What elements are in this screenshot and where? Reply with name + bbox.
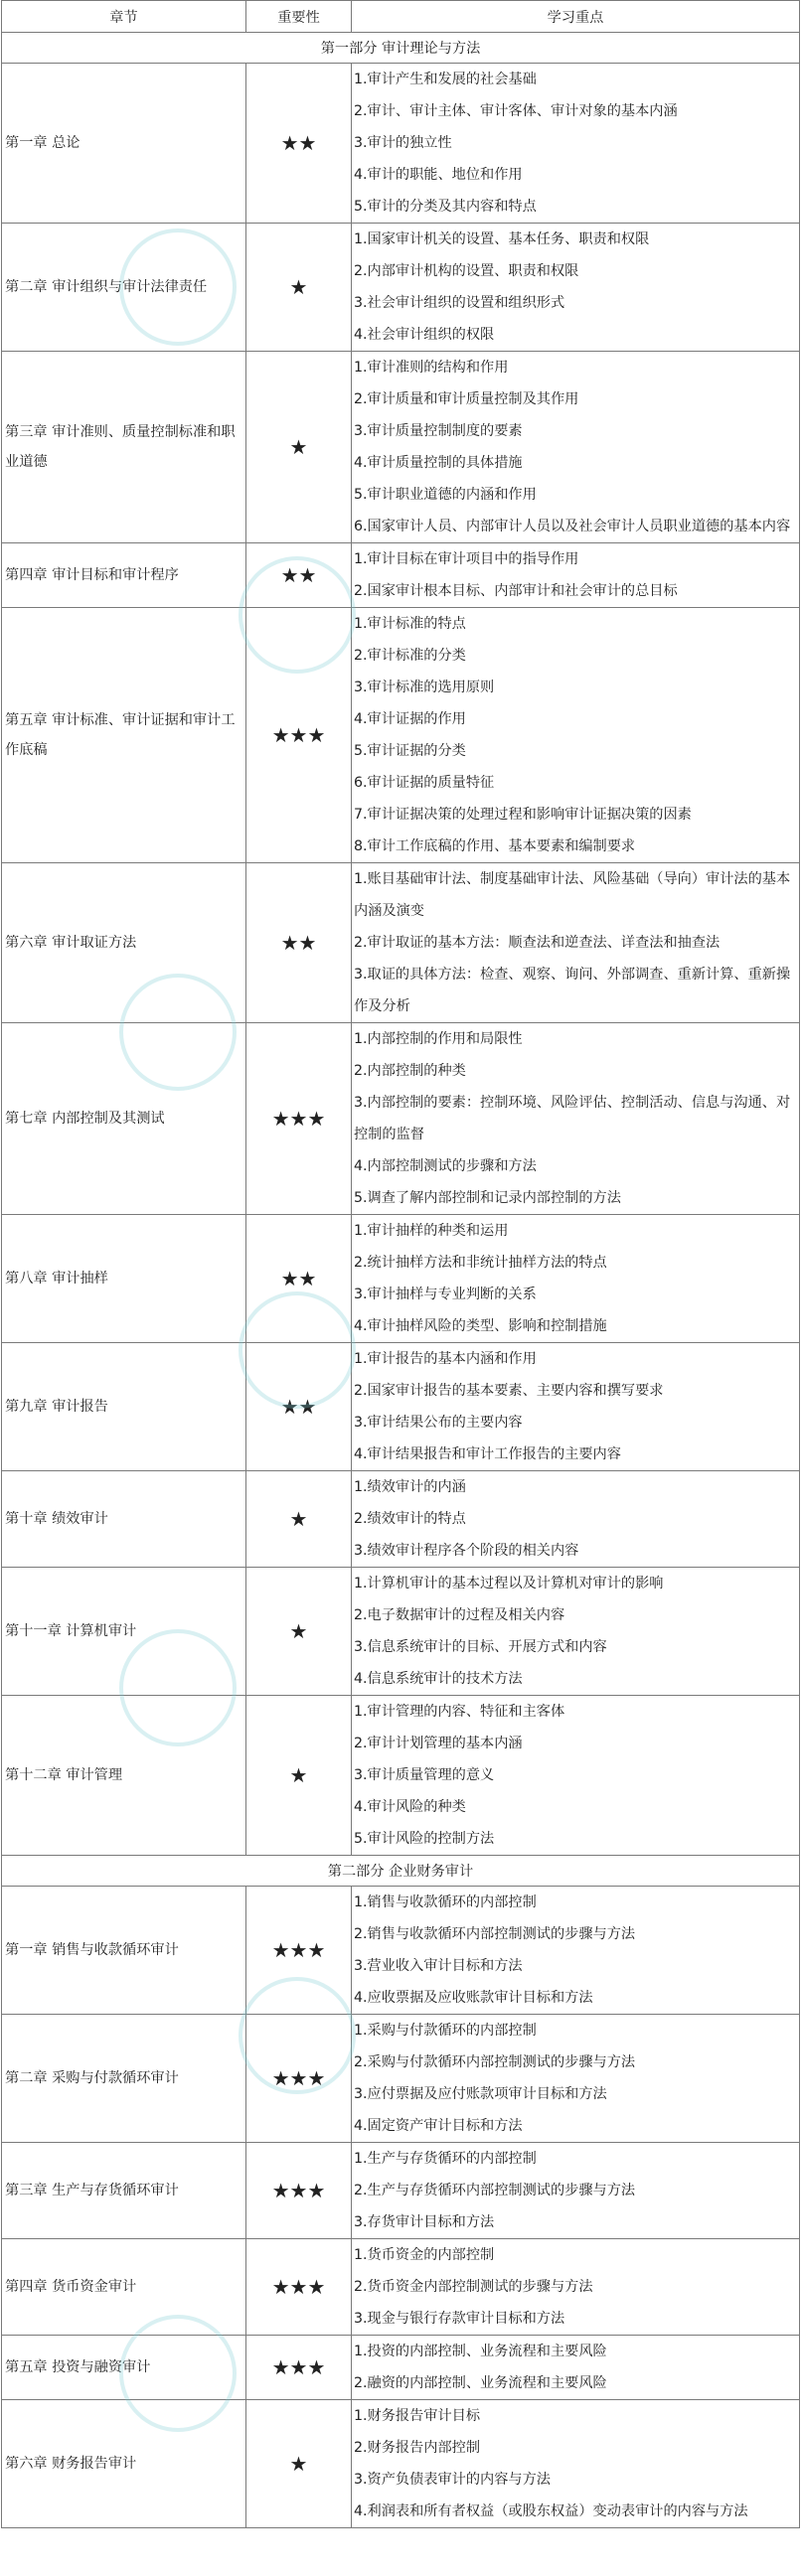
study-point: 2.审计计划管理的基本内涵 <box>354 1736 523 1751</box>
table-row <box>2 64 800 224</box>
study-point: 8.审计工作底稿的作用、基本要素和编制要求 <box>354 838 636 854</box>
importance-stars: ★ <box>246 224 352 352</box>
study-point: 4.审计的职能、地位和作用 <box>354 167 523 183</box>
importance-stars: ★ <box>246 2400 352 2528</box>
table-row <box>2 2239 800 2336</box>
study-point: 2.审计标准的分类 <box>354 648 466 664</box>
study-point: 3.现金与银行存款审计目标和方法 <box>354 2311 565 2327</box>
study-point: 3.取证的具体方法：检查、观察、询问、外部调查、重新计算、重新操作及分析 <box>354 967 791 1014</box>
points-cell <box>352 1023 800 1215</box>
chapter-cell: 第一章 销售与收款循环审计 <box>2 1887 246 2015</box>
study-point: 1.审计准则的结构和作用 <box>354 360 509 376</box>
study-point: 4.审计风险的种类 <box>354 1799 466 1815</box>
table-row <box>2 2015 800 2143</box>
study-point: 4.审计抽样风险的类型、影响和控制措施 <box>354 1318 607 1334</box>
table-row <box>2 1343 800 1471</box>
study-point: 3.审计结果公布的主要内容 <box>354 1415 523 1431</box>
study-point: 5.审计证据的分类 <box>354 743 466 759</box>
importance-stars: ★★★ <box>246 1023 352 1215</box>
importance-stars: ★★★ <box>246 2143 352 2239</box>
chapter-cell: 第四章 审计目标和审计程序 <box>2 543 246 608</box>
study-point: 2.采购与付款循环内部控制测试的步骤与方法 <box>354 2054 636 2070</box>
study-point: 4.应收票据及应收账款审计目标和方法 <box>354 1990 593 2006</box>
importance-stars: ★ <box>246 1471 352 1568</box>
study-point: 2.审计质量和审计质量控制及其作用 <box>354 391 579 407</box>
chapter-cell: 第十一章 计算机审计 <box>2 1568 246 1696</box>
points-cell <box>352 2239 800 2336</box>
study-point: 3.应付票据及应付账款项审计目标和方法 <box>354 2086 607 2102</box>
part-title: 第二部分 企业财务审计 <box>2 1856 800 1887</box>
table-row <box>2 1568 800 1696</box>
importance-stars: ★★★ <box>246 608 352 863</box>
study-point: 1.审计产生和发展的社会基础 <box>354 72 537 87</box>
importance-stars: ★★★ <box>246 1887 352 2015</box>
table-row <box>2 2336 800 2400</box>
study-point: 1.审计报告的基本内涵和作用 <box>354 1351 537 1367</box>
importance-stars: ★★ <box>246 1343 352 1471</box>
study-point: 2.财务报告内部控制 <box>354 2440 481 2456</box>
table-row <box>2 2400 800 2528</box>
importance-stars: ★★★ <box>246 2336 352 2400</box>
study-point: 3.审计抽样与专业判断的关系 <box>354 1287 537 1302</box>
study-point: 3.存货审计目标和方法 <box>354 2214 495 2230</box>
study-point: 3.审计的独立性 <box>354 135 452 151</box>
study-point: 3.审计质量控制制度的要素 <box>354 423 523 439</box>
study-point: 2.审计、审计主体、审计客体、审计对象的基本内涵 <box>354 103 678 119</box>
chapter-cell: 第三章 生产与存货循环审计 <box>2 2143 246 2239</box>
part-header-row <box>2 33 800 64</box>
study-point: 5.调查了解内部控制和记录内部控制的方法 <box>354 1190 621 1206</box>
study-point: 3.信息系统审计的目标、开展方式和内容 <box>354 1639 607 1655</box>
study-point: 4.信息系统审计的技术方法 <box>354 1671 523 1687</box>
study-point: 4.固定资产审计目标和方法 <box>354 2118 523 2134</box>
study-point: 4.审计证据的作用 <box>354 711 466 727</box>
chapter-cell: 第七章 内部控制及其测试 <box>2 1023 246 1215</box>
chapter-cell: 第一章 总论 <box>2 64 246 224</box>
points-cell <box>352 1568 800 1696</box>
table-row <box>2 2143 800 2239</box>
points-cell <box>352 1215 800 1343</box>
points-cell <box>352 224 800 352</box>
table-row <box>2 1696 800 1856</box>
study-point: 2.融资的内部控制、业务流程和主要风险 <box>354 2375 607 2391</box>
header-importance: 重要性 <box>246 1 352 33</box>
chapter-cell: 第五章 投资与融资审计 <box>2 2336 246 2400</box>
study-point: 1.财务报告审计目标 <box>354 2408 481 2424</box>
points-cell <box>352 2400 800 2528</box>
study-point: 7.审计证据决策的处理过程和影响审计证据决策的因素 <box>354 807 692 823</box>
importance-stars: ★ <box>246 1696 352 1856</box>
table-row <box>2 1215 800 1343</box>
points-cell <box>352 352 800 543</box>
chapter-cell: 第四章 货币资金审计 <box>2 2239 246 2336</box>
points-cell <box>352 1471 800 1568</box>
study-point: 4.内部控制测试的步骤和方法 <box>354 1158 537 1174</box>
study-point: 5.审计职业道德的内涵和作用 <box>354 487 537 503</box>
chapter-cell: 第六章 财务报告审计 <box>2 2400 246 2528</box>
study-point: 1.审计目标在审计项目中的指导作用 <box>354 551 579 567</box>
points-cell <box>352 64 800 224</box>
study-point: 3.内部控制的要素：控制环境、风险评估、控制活动、信息与沟通、对控制的监督 <box>354 1095 791 1142</box>
table-row <box>2 1023 800 1215</box>
study-point: 1.国家审计机关的设置、基本任务、职责和权限 <box>354 231 650 247</box>
study-point: 1.绩效审计的内涵 <box>354 1479 466 1495</box>
chapter-cell: 第二章 审计组织与审计法律责任 <box>2 224 246 352</box>
study-point: 3.资产负债表审计的内容与方法 <box>354 2472 551 2488</box>
points-cell <box>352 2143 800 2239</box>
table-body <box>2 33 800 2528</box>
study-point: 6.国家审计人员、内部审计人员以及社会审计人员职业道德的基本内容 <box>354 519 791 534</box>
study-point: 3.社会审计组织的设置和组织形式 <box>354 295 565 311</box>
study-point: 2.国家审计报告的基本要素、主要内容和撰写要求 <box>354 1383 664 1399</box>
study-point: 2.统计抽样方法和非统计抽样方法的特点 <box>354 1255 607 1271</box>
header-row <box>2 1 800 33</box>
table-row <box>2 224 800 352</box>
points-cell <box>352 2015 800 2143</box>
study-point: 4.社会审计组织的权限 <box>354 327 495 343</box>
importance-stars: ★★★ <box>246 2239 352 2336</box>
study-point: 2.审计取证的基本方法：顺查法和逆查法、详查法和抽查法 <box>354 935 721 951</box>
points-cell <box>352 2336 800 2400</box>
chapter-cell: 第六章 审计取证方法 <box>2 863 246 1023</box>
table-row <box>2 608 800 863</box>
part-title: 第一部分 审计理论与方法 <box>2 33 800 64</box>
importance-stars: ★★ <box>246 1215 352 1343</box>
study-point: 3.审计标准的选用原则 <box>354 680 495 695</box>
importance-stars: ★ <box>246 1568 352 1696</box>
importance-stars: ★★ <box>246 543 352 608</box>
chapter-cell: 第十二章 审计管理 <box>2 1696 246 1856</box>
study-point: 1.审计管理的内容、特征和主客体 <box>354 1704 565 1720</box>
study-point: 6.审计证据的质量特征 <box>354 775 495 791</box>
study-point: 1.审计标准的特点 <box>354 616 466 632</box>
study-point: 4.审计质量控制的具体措施 <box>354 455 523 471</box>
study-point: 2.国家审计根本目标、内部审计和社会审计的总目标 <box>354 583 678 599</box>
study-point: 3.营业收入审计目标和方法 <box>354 1958 523 1974</box>
table-row <box>2 863 800 1023</box>
study-point: 5.审计的分类及其内容和特点 <box>354 199 537 215</box>
points-cell <box>352 543 800 608</box>
points-cell <box>352 1887 800 2015</box>
study-point: 1.销售与收款循环的内部控制 <box>354 1894 537 1910</box>
table-row <box>2 1887 800 2015</box>
study-point: 2.电子数据审计的过程及相关内容 <box>354 1607 565 1623</box>
study-point: 1.账目基础审计法、制度基础审计法、风险基础（导向）审计法的基本内涵及演变 <box>354 871 791 919</box>
importance-stars: ★★ <box>246 863 352 1023</box>
study-table <box>1 0 800 2528</box>
study-point: 4.利润表和所有者权益（或股东权益）变动表审计的内容与方法 <box>354 2503 748 2519</box>
study-point: 2.绩效审计的特点 <box>354 1511 466 1527</box>
study-point: 4.审计结果报告和审计工作报告的主要内容 <box>354 1446 621 1462</box>
chapter-cell: 第五章 审计标准、审计证据和审计工作底稿 <box>2 608 246 863</box>
chapter-cell: 第八章 审计抽样 <box>2 1215 246 1343</box>
importance-stars: ★★ <box>246 64 352 224</box>
study-point: 5.审计风险的控制方法 <box>354 1831 495 1847</box>
study-point: 1.审计抽样的种类和运用 <box>354 1223 509 1239</box>
study-point: 2.内部审计机构的设置、职责和权限 <box>354 263 579 279</box>
chapter-cell: 第九章 审计报告 <box>2 1343 246 1471</box>
chapter-cell: 第十章 绩效审计 <box>2 1471 246 1568</box>
part-header-row <box>2 1856 800 1887</box>
study-point: 1.投资的内部控制、业务流程和主要风险 <box>354 2344 607 2359</box>
header-chapter: 章节 <box>2 1 246 33</box>
study-point: 1.货币资金的内部控制 <box>354 2247 495 2263</box>
study-point: 2.货币资金内部控制测试的步骤与方法 <box>354 2279 593 2295</box>
points-cell <box>352 1696 800 1856</box>
importance-stars: ★★★ <box>246 2015 352 2143</box>
importance-stars: ★ <box>246 352 352 543</box>
study-point: 2.销售与收款循环内部控制测试的步骤与方法 <box>354 1926 636 1942</box>
study-point: 3.审计质量管理的意义 <box>354 1767 495 1783</box>
study-point: 2.生产与存货循环内部控制测试的步骤与方法 <box>354 2183 636 2198</box>
table-row <box>2 543 800 608</box>
table-row <box>2 352 800 543</box>
study-point: 1.生产与存货循环的内部控制 <box>354 2151 537 2167</box>
study-point: 1.计算机审计的基本过程以及计算机对审计的影响 <box>354 1576 664 1591</box>
points-cell <box>352 608 800 863</box>
table-row <box>2 1471 800 1568</box>
study-point: 2.内部控制的种类 <box>354 1063 466 1079</box>
chapter-cell: 第三章 审计准则、质量控制标准和职业道德 <box>2 352 246 543</box>
study-point: 1.采购与付款循环的内部控制 <box>354 2023 537 2039</box>
study-point: 3.绩效审计程序各个阶段的相关内容 <box>354 1543 579 1559</box>
header-points: 学习重点 <box>352 1 800 33</box>
points-cell <box>352 1343 800 1471</box>
study-point: 1.内部控制的作用和局限性 <box>354 1031 523 1047</box>
chapter-cell: 第二章 采购与付款循环审计 <box>2 2015 246 2143</box>
points-cell <box>352 863 800 1023</box>
